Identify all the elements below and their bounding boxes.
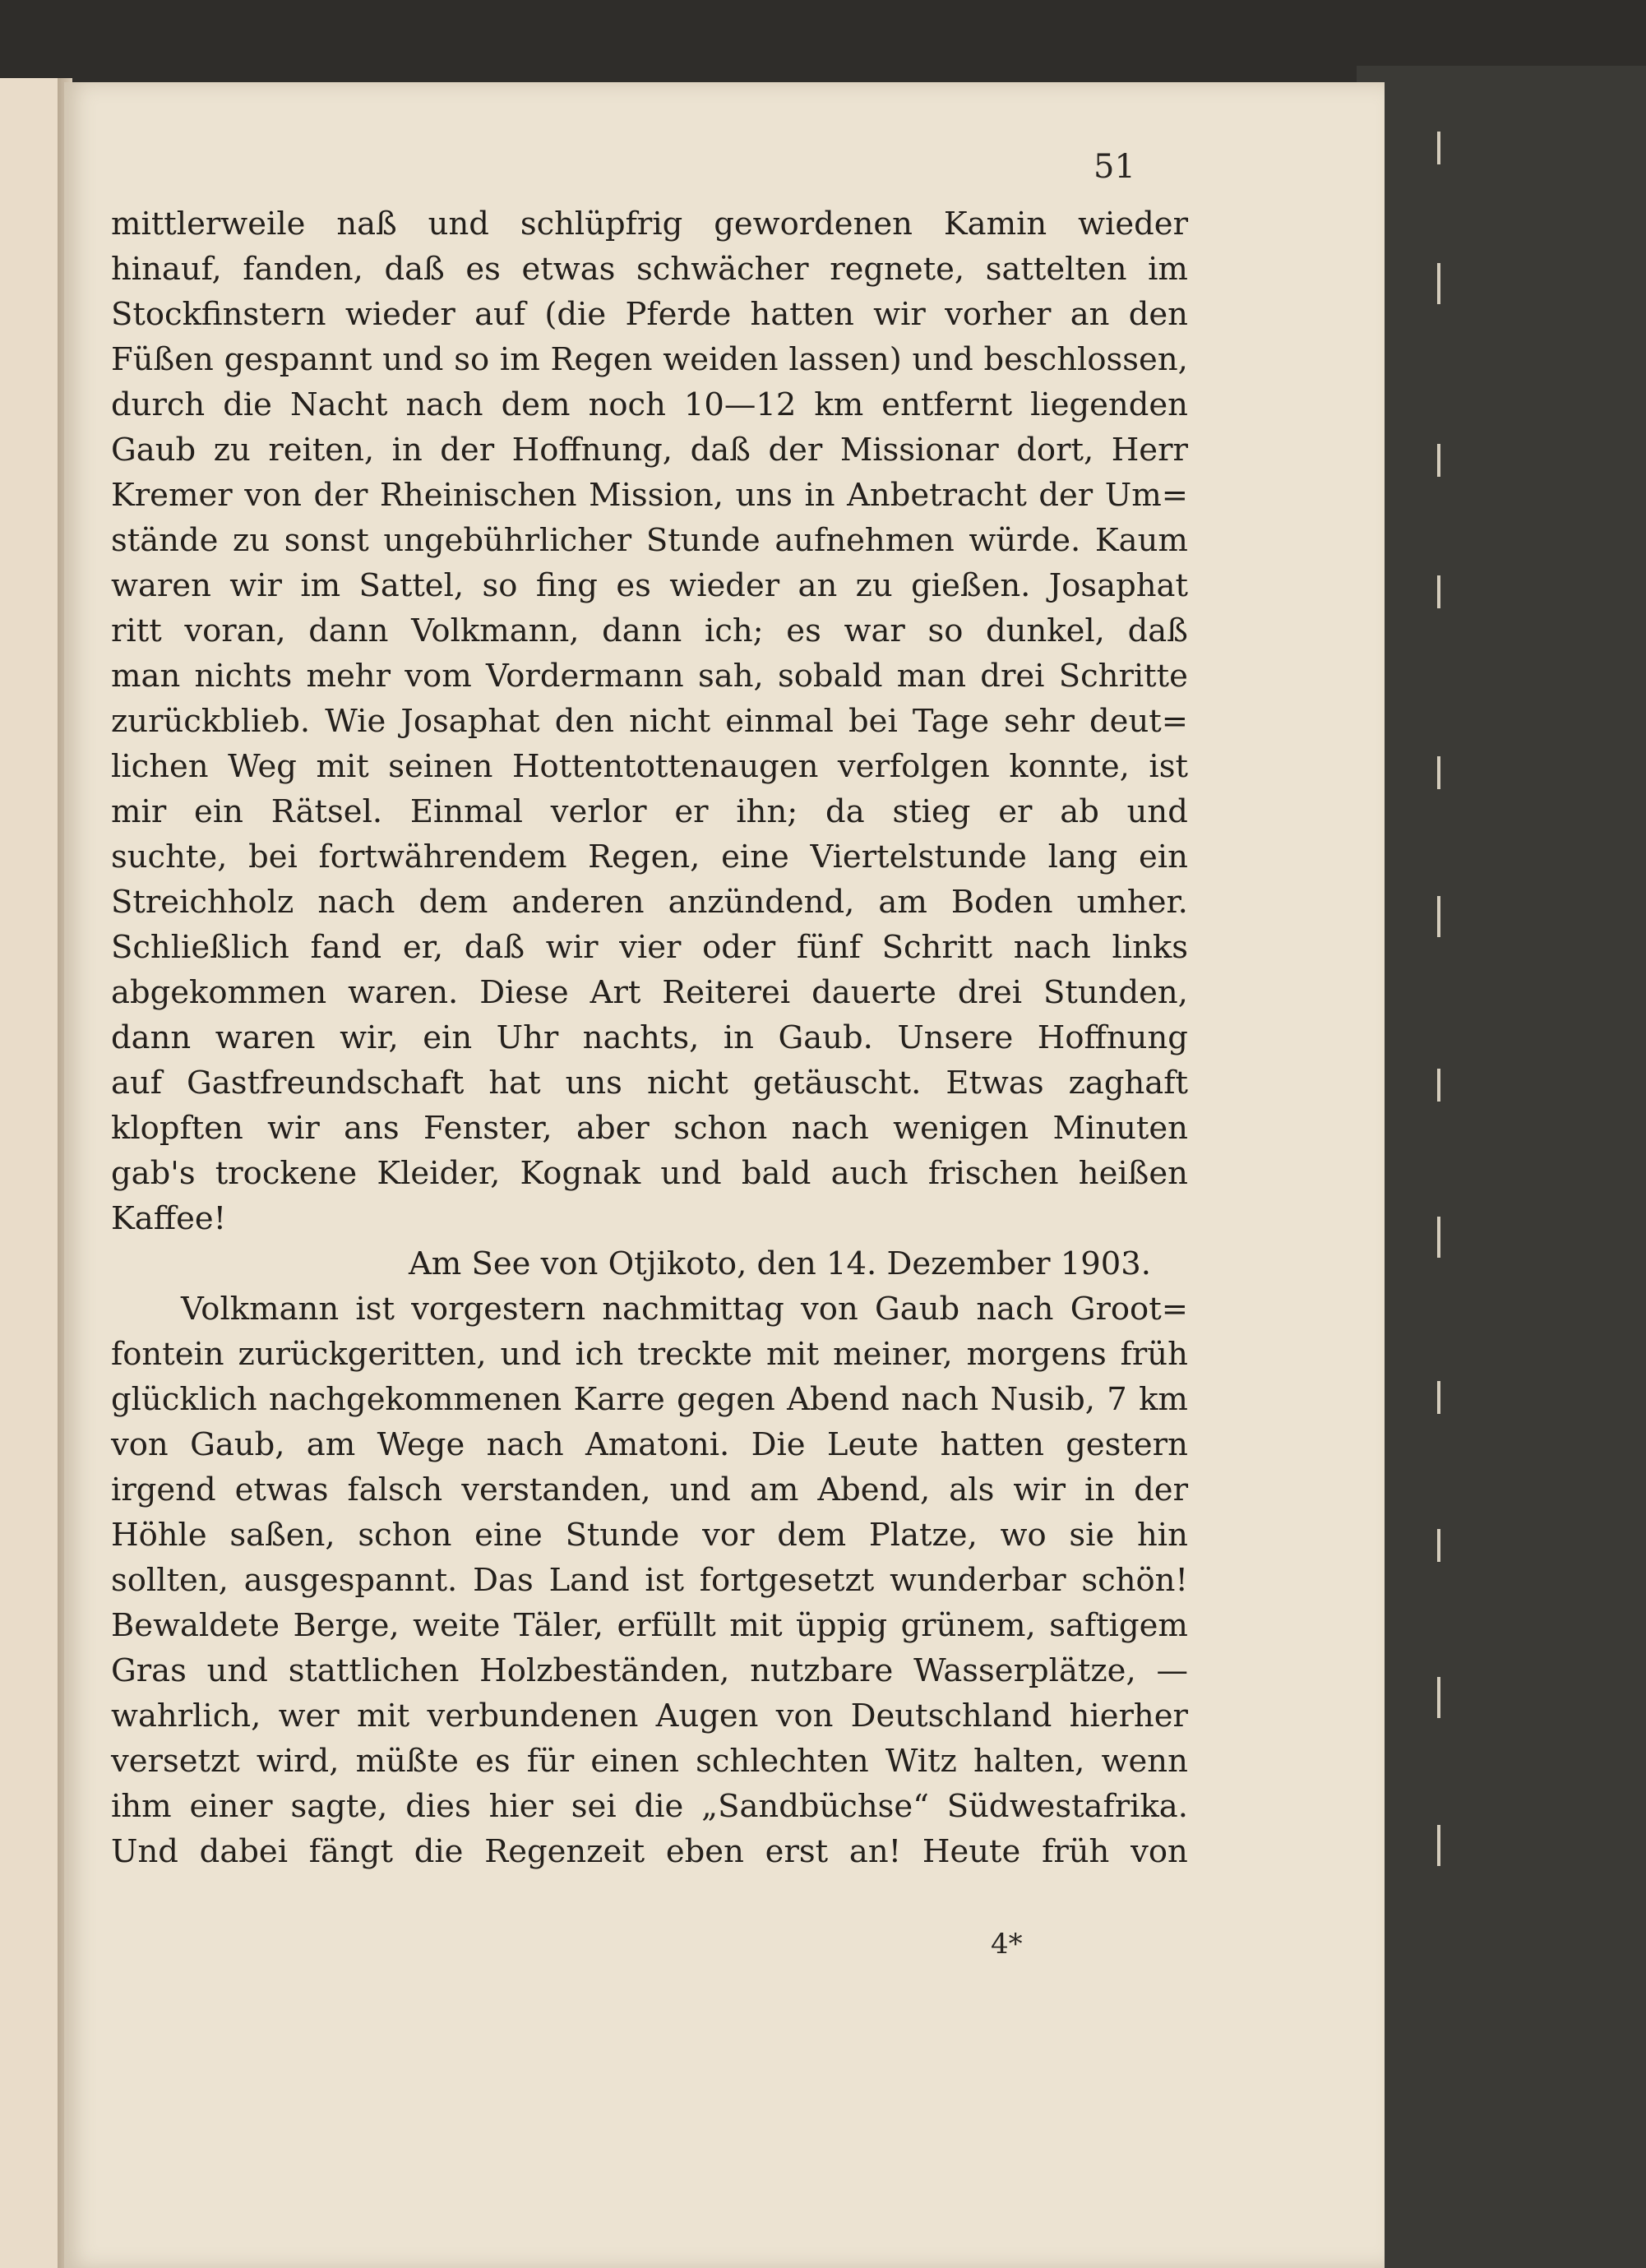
text-line: Volkmann ist vorgestern nachmittag von Gaub nach Groot=: [181, 1291, 1188, 1328]
text-line: ihm einer sagte, dies hier sei die „Sandbüchse“ Südwestafrika.: [111, 1788, 1188, 1825]
text-line: mir ein Rätsel. Einmal verlor er ihn; da stieg er ab und: [111, 793, 1188, 830]
text-line: waren wir im Sattel, so fing es wieder an zu gießen. Josaphat: [111, 567, 1188, 604]
text-line: fontein zurückgeritten, und ich treckte mit meiner, morgens früh: [111, 1336, 1188, 1373]
text-line: Höhle saßen, schon eine Stunde vor dem Platze, wo sie hin: [111, 1517, 1188, 1554]
text-line: gab's trockene Kleider, Kognak und bald auch frischen heißen: [111, 1155, 1188, 1192]
text-line: zurückblieb. Wie Josaphat den nicht einmal bei Tage sehr deut=: [111, 703, 1188, 740]
text-line: Stockfinstern wieder auf (die Pferde hatten wir vorher an den: [111, 296, 1188, 333]
text-line: auf Gastfreundschaft hat uns nicht getäuscht. Etwas zaghaft: [111, 1065, 1188, 1102]
text-line: durch die Nacht nach dem noch 10—12 km entfernt liegenden: [111, 386, 1188, 423]
text-line: dann waren wir, ein Uhr nachts, in Gaub. Unsere Hoffnung: [111, 1019, 1188, 1056]
text-line: Und dabei fängt die Regenzeit eben erst an! Heute früh von: [111, 1833, 1188, 1870]
text-line: versetzt wird, müßte es für einen schlechten Witz halten, wenn: [111, 1743, 1188, 1780]
text-line: hinauf, fanden, daß es etwas schwächer regnete, sattelten im: [111, 251, 1188, 288]
text-line: mittlerweile naß und schlüpfrig gewordenen Kamin wieder: [111, 206, 1188, 243]
previous-page-edge: [0, 78, 59, 2268]
text-line: Streichholz nach dem anderen anzündend, am Boden umher.: [111, 884, 1188, 921]
text-line: man nichts mehr vom Vordermann sah, sobald man drei Schritte: [111, 658, 1188, 695]
dateline: Am See von Otjikoto, den 14. Dezember 1903.: [408, 1245, 1151, 1282]
text-line: sollten, ausgespannt. Das Land ist fortgesetzt wunderbar schön!: [111, 1562, 1188, 1599]
text-line: irgend etwas falsch verstanden, und am Abend, als wir in der: [111, 1471, 1188, 1508]
text-line: Kremer von der Rheinischen Mission, uns in Anbetracht der Um=: [111, 477, 1188, 514]
text-line: lichen Weg mit seinen Hottentottenaugen verfolgen konnte, ist: [111, 748, 1188, 785]
text-line: Schließlich fand er, daß wir vier oder fünf Schritt nach links: [111, 929, 1188, 966]
text-line: Gras und stattlichen Holzbeständen, nutzbare Wasserplätze, —: [111, 1652, 1188, 1689]
cover-ruler-marks: [1389, 132, 1488, 2187]
page-number: 51: [1093, 148, 1135, 186]
text-line: suchte, bei fortwährendem Regen, eine Viertelstunde lang ein: [111, 838, 1188, 875]
text-line: wahrlich, wer mit verbundenen Augen von Deutschland hierher: [111, 1698, 1188, 1734]
text-line: stände zu sonst ungebührlicher Stunde aufnehmen würde. Kaum: [111, 522, 1188, 559]
text-line: klopften wir ans Fenster, aber schon nach wenigen Minuten: [111, 1110, 1188, 1147]
text-line: glücklich nachgekommenen Karre gegen Abend nach Nusib, 7 km: [111, 1381, 1188, 1418]
signature-mark: 4*: [991, 1928, 1023, 1961]
text-line: Füßen gespannt und so im Regen weiden lassen) und beschlossen,: [111, 341, 1188, 378]
text-line: Bewaldete Berge, weite Täler, erfüllt mit üppig grünem, saftigem: [111, 1607, 1188, 1644]
body-text: [111, 201, 1188, 1874]
text-line: abgekommen waren. Diese Art Reiterei dauerte drei Stunden,: [111, 974, 1188, 1011]
text-line: Gaub zu reiten, in der Hoffnung, daß der Missionar dort, Herr: [111, 432, 1188, 469]
text-line: von Gaub, am Wege nach Amatoni. Die Leute hatten gestern: [111, 1426, 1188, 1463]
text-line: ritt voran, dann Volkmann, dann ich; es war so dunkel, daß: [111, 612, 1188, 649]
text-line: Kaffee!: [111, 1200, 227, 1237]
